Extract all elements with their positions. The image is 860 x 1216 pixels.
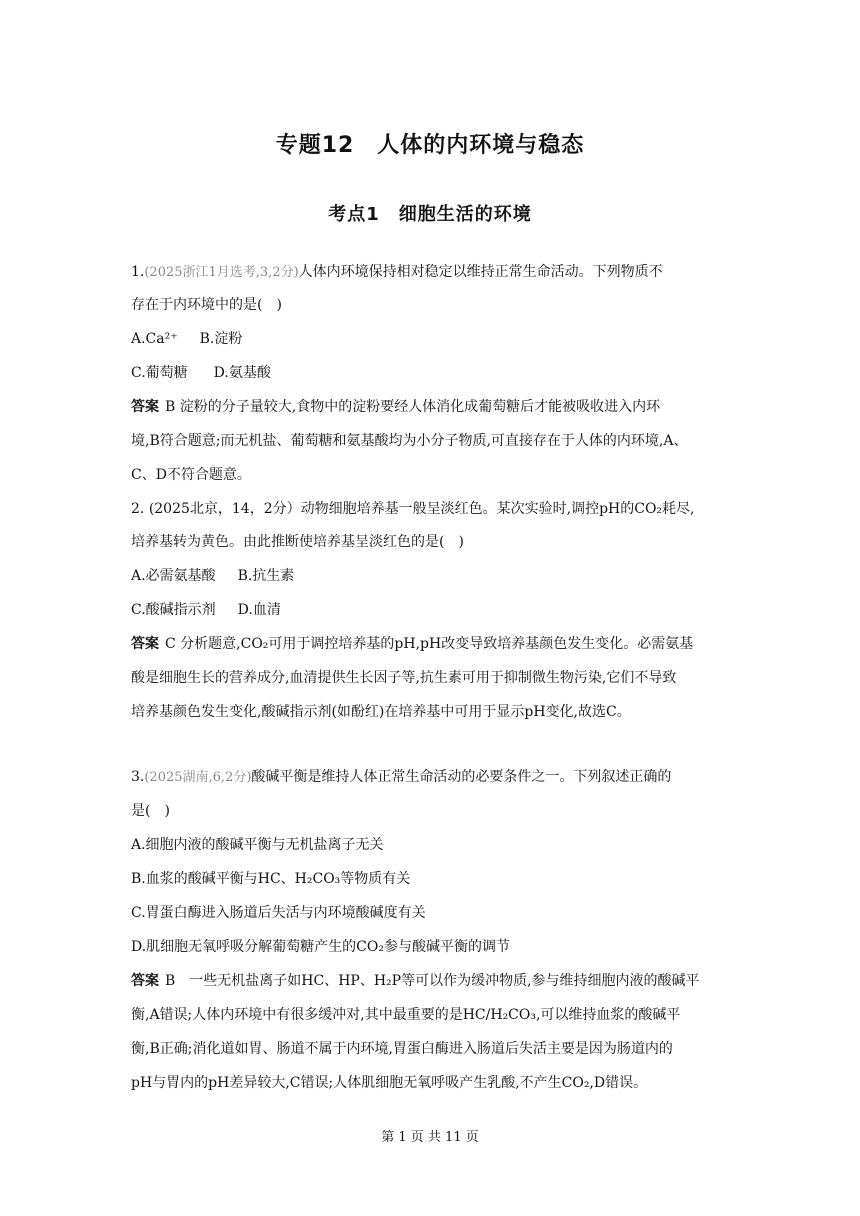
q2-stem-line-1 [131,499,731,519]
q1-option-d: D.氨基酸 [213,365,271,381]
q3-stem-line-2: 是( ) [131,803,170,819]
q3-number: 3. [131,769,145,785]
q3-stem-text: 酸碱平衡是维持人体正常生命活动的必要条件之一。下列叙述正确的 [251,769,672,785]
q2-stem-text: (2025北京，14，2分）动物细胞培养基一般呈淡红色。某次实验时,调控pH的CO₂耗尽, [148,501,695,517]
q2-answer-label: 答案 [131,636,159,652]
q2-option-b: B.抗生素 [237,568,295,584]
page-footer: 第 1 页 共 11 页 [381,1130,479,1145]
q1-number: 1. [131,264,145,280]
q2-answer-line-3: 培养基颜色发生变化,酸碱指示剂(如酚红)在培养基中可用于显示pH变化,故选C。 [131,704,631,720]
q1-answer-line-3: C、D不符合题意。 [131,467,251,483]
q3-answer-line-2: 衡,A错误;人体内环境中有很多缓冲对,其中最重要的是HC/H₂CO₃,可以维持血浆的酸碱平 [131,1007,681,1023]
q1-stem-line-2: 存在于内环境中的是( ) [131,297,282,313]
q2-options-row-1 [131,566,731,586]
q3-answer-label: 答案 [131,973,159,989]
q3-option-a: A.细胞内液的酸碱平衡与无机盐离子无关 [131,837,384,853]
q2-answer-line-2: 酸是细胞生长的营养成分,血清提供生长因子等,抗生素可用于抑制微生物污染,它们不导致 [131,670,677,686]
q3-option-d: D.肌细胞无氧呼吸分解葡萄糖产生的CO₂参与酸碱平衡的调节 [131,939,510,955]
section-title: 考点1 细胞生活的环境 [328,204,532,225]
q3-stem-line-1 [131,767,731,788]
q3-source: (2025湖南,6,2分) [144,770,252,785]
q1-answer-text: B 淀粉的分子量较大,食物中的淀粉要经人体消化成葡萄糖后才能被吸收进入内环 [165,399,661,415]
q1-option-a: A.Ca²⁺ [131,331,178,347]
q2-answer-line-1 [131,634,731,654]
q2-number: 2. [131,501,145,517]
q1-source: (2025浙江1月选考,3,2分) [144,265,299,280]
q1-stem-line-1 [131,262,731,283]
q2-option-c: C.酸碱指示剂 [131,602,216,618]
q1-answer-line-1 [131,397,731,417]
q1-options-row-2 [131,363,731,383]
q1-option-c: C.葡萄糖 [131,365,188,381]
q1-answer-line-2: 境,B符合题意;而无机盐、葡萄糖和氨基酸均为小分子物质,可直接存在于人体的内环境,A、 [131,433,688,449]
page-title: 专题12 人体的内环境与稳态 [275,133,585,158]
q3-option-c: C.胃蛋白酶进入肠道后失活与内环境酸碱度有关 [131,905,426,921]
q3-option-b: B.血浆的酸碱平衡与HC、H₂CO₃等物质有关 [131,871,411,887]
q3-answer-line-3: 衡,B正确;消化道如胃、肠道不属于内环境,胃蛋白酶进入肠道后失活主要是因为肠道内的 [131,1041,673,1057]
q1-options-row-1 [131,329,731,349]
q3-answer-text: B 一些无机盐离子如HC、HP、H₂P等可以作为缓冲物质,参与维持细胞内液的酸碱平 [165,973,700,989]
q1-stem-text: 人体内环境保持相对稳定以维持正常生命活动。下列物质不 [298,264,663,280]
q2-options-row-2 [131,600,731,620]
q1-answer-label: 答案 [131,399,159,415]
q3-answer-line-1 [131,971,731,991]
q2-option-d: D.血清 [237,602,281,618]
q1-option-b: B.淀粉 [199,331,243,347]
q3-answer-line-4: pH与胃内的pH差异较大,C错误;人体肌细胞无氧呼吸产生乳酸,不产生CO₂,D错误。 [131,1075,648,1091]
q2-option-a: A.必需氨基酸 [131,568,216,584]
q2-stem-line-2: 培养基转为黄色。由此推断使培养基呈淡红色的是( ) [131,534,464,550]
q2-answer-text: C 分析题意,CO₂可用于调控培养基的pH,pH改变导致培养基颜色发生变化。必需氨基 [165,636,694,652]
